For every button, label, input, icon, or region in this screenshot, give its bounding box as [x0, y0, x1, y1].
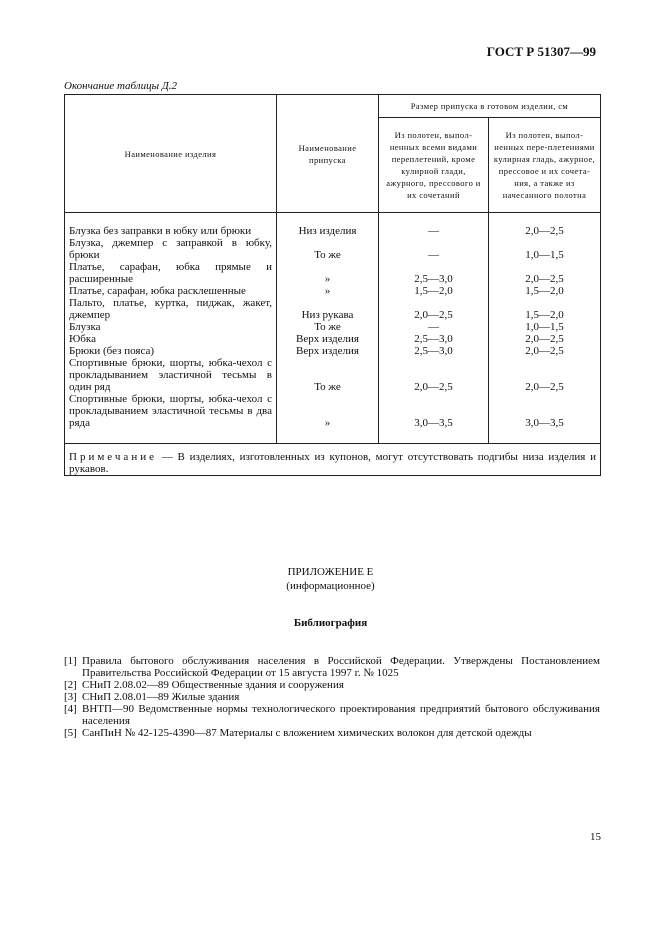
table-row: [65, 345, 601, 357]
table-row: [65, 333, 601, 345]
note-label: Примечание: [69, 451, 157, 463]
cell-allowance: Низ изделия: [277, 225, 379, 237]
cell-col-a: 2,0—2,5: [379, 357, 489, 393]
table-row: [65, 297, 601, 321]
cell-product: Спортивные брюки, шорты, юбка-чехол с прокладыванием эластичной тесьмы в два ряда: [65, 393, 277, 429]
cell-col-b: 1,5—2,0: [489, 297, 601, 321]
table-caption: Окончание таблицы Д.2: [64, 80, 178, 92]
cell-product: Блузка: [65, 321, 277, 333]
cell-allowance: То же: [277, 237, 379, 261]
cell-col-a: 1,5—2,0: [379, 285, 489, 297]
bibliography-number: [4]: [64, 703, 77, 715]
cell-allowance: »: [277, 261, 379, 285]
cell-col-a: 2,0—2,5: [379, 297, 489, 321]
note-text: — В изделиях, изготовленных из купонов, могут отсутствовать подгибы низа изделия и рукавов.: [69, 451, 596, 475]
cell-allowance: То же: [277, 321, 379, 333]
bibliography-text: СНиП 2.08.02—89 Общественные здания и сооружения: [82, 679, 344, 691]
cell-col-b: 1,0—1,5: [489, 321, 601, 333]
table-row: [65, 237, 601, 261]
table-note: [65, 444, 601, 476]
cell-col-b: 2,0—2,5: [489, 225, 601, 237]
page-number: 15: [590, 831, 601, 843]
bibliography-number: [1]: [64, 655, 77, 667]
bibliography-number: [2]: [64, 679, 77, 691]
cell-col-a: 3,0—3,5: [379, 393, 489, 429]
cell-product: Блузка, джемпер с заправкой в юбку, брюки: [65, 237, 277, 261]
bibliography-list: [64, 655, 600, 739]
header-col-b: Из полотен, выпол-ненных пере-плетениями кулирная гладь, ажурное, прессовое и их сочета-ния, а также из начесанного полотна: [489, 118, 601, 213]
bibliography-item: [64, 691, 600, 703]
bibliography-text: Правила бытового обслуживания населения в Российской Федерации. Утверждены Постановлением Правительства Российской Федерации от 15 августа 1997 г. № 1025: [82, 655, 600, 679]
table-row: [65, 261, 601, 285]
cell-allowance: »: [277, 285, 379, 297]
bibliography-number: [5]: [64, 727, 77, 739]
cell-col-b: 3,0—3,5: [489, 393, 601, 429]
cell-product: Спортивные брюки, шорты, юбка-чехол с прокладыванием эластичной тесьмы в один ряд: [65, 357, 277, 393]
cell-product: Юбка: [65, 333, 277, 345]
table-row: [65, 393, 601, 429]
cell-col-a: 2,5—3,0: [379, 345, 489, 357]
cell-product: Платье, сарафан, юбка прямые и расширенные: [65, 261, 277, 285]
table-row: [65, 285, 601, 297]
appendix-subtitle: (информационное): [286, 580, 375, 592]
cell-allowance: То же: [277, 357, 379, 393]
bibliography-item: [64, 727, 600, 739]
header-product: Наименование изделия: [65, 95, 277, 213]
cell-col-b: 2,0—2,5: [489, 261, 601, 285]
bibliography-title: Библиография: [293, 617, 368, 629]
table-row: [65, 321, 601, 333]
bibliography-text: СНиП 2.08.01—89 Жилые здания: [82, 691, 240, 703]
cell-product: Блузка без заправки в юбку или брюки: [65, 225, 277, 237]
cell-allowance: Верх изделия: [277, 333, 379, 345]
allowance-table: [64, 94, 601, 476]
cell-col-a: —: [379, 321, 489, 333]
cell-product: Платье, сарафан, юбка расклешенные: [65, 285, 277, 297]
cell-allowance: Верх изделия: [277, 345, 379, 357]
cell-col-b: 1,0—1,5: [489, 237, 601, 261]
cell-col-a: 2,5—3,0: [379, 261, 489, 285]
appendix-title: ПРИЛОЖЕНИЕ Е: [287, 566, 374, 578]
bibliography-item: [64, 655, 600, 679]
table-row: [65, 357, 601, 393]
bibliography-text: ВНТП—90 Ведомственные нормы технологического проектирования предприятий бытового обслуживания населения: [82, 703, 600, 727]
cell-col-a: —: [379, 225, 489, 237]
cell-product: Брюки (без пояса): [65, 345, 277, 357]
cell-col-b: 2,0—2,5: [489, 333, 601, 345]
cell-allowance: »: [277, 393, 379, 429]
cell-product: Пальто, платье, куртка, пиджак, жакет, джемпер: [65, 297, 277, 321]
cell-col-a: 2,5—3,0: [379, 333, 489, 345]
bibliography-item: [64, 679, 600, 691]
table-row: [65, 225, 601, 237]
bibliography-number: [3]: [64, 691, 77, 703]
bibliography-text: СанПиН № 42-125-4390—87 Материалы с вложением химических волокон для детской одежды: [82, 727, 532, 739]
header-allowance: Наименование припуска: [277, 95, 379, 213]
cell-col-b: 2,0—2,5: [489, 357, 601, 393]
bibliography-item: [64, 703, 600, 727]
standard-designation: ГОСТ Р 51307—99: [486, 44, 596, 59]
cell-allowance: Низ рукава: [277, 297, 379, 321]
cell-col-a: —: [379, 237, 489, 261]
cell-col-b: 2,0—2,5: [489, 345, 601, 357]
header-col-a: Из полотен, выпол-ненных всеми видами переплетений, кроме кулирной глади, ажурного, прессового и их сочетаний: [379, 118, 489, 213]
header-size-group: Размер припуска в готовом изделии, см: [379, 95, 601, 118]
cell-col-b: 1,5—2,0: [489, 285, 601, 297]
